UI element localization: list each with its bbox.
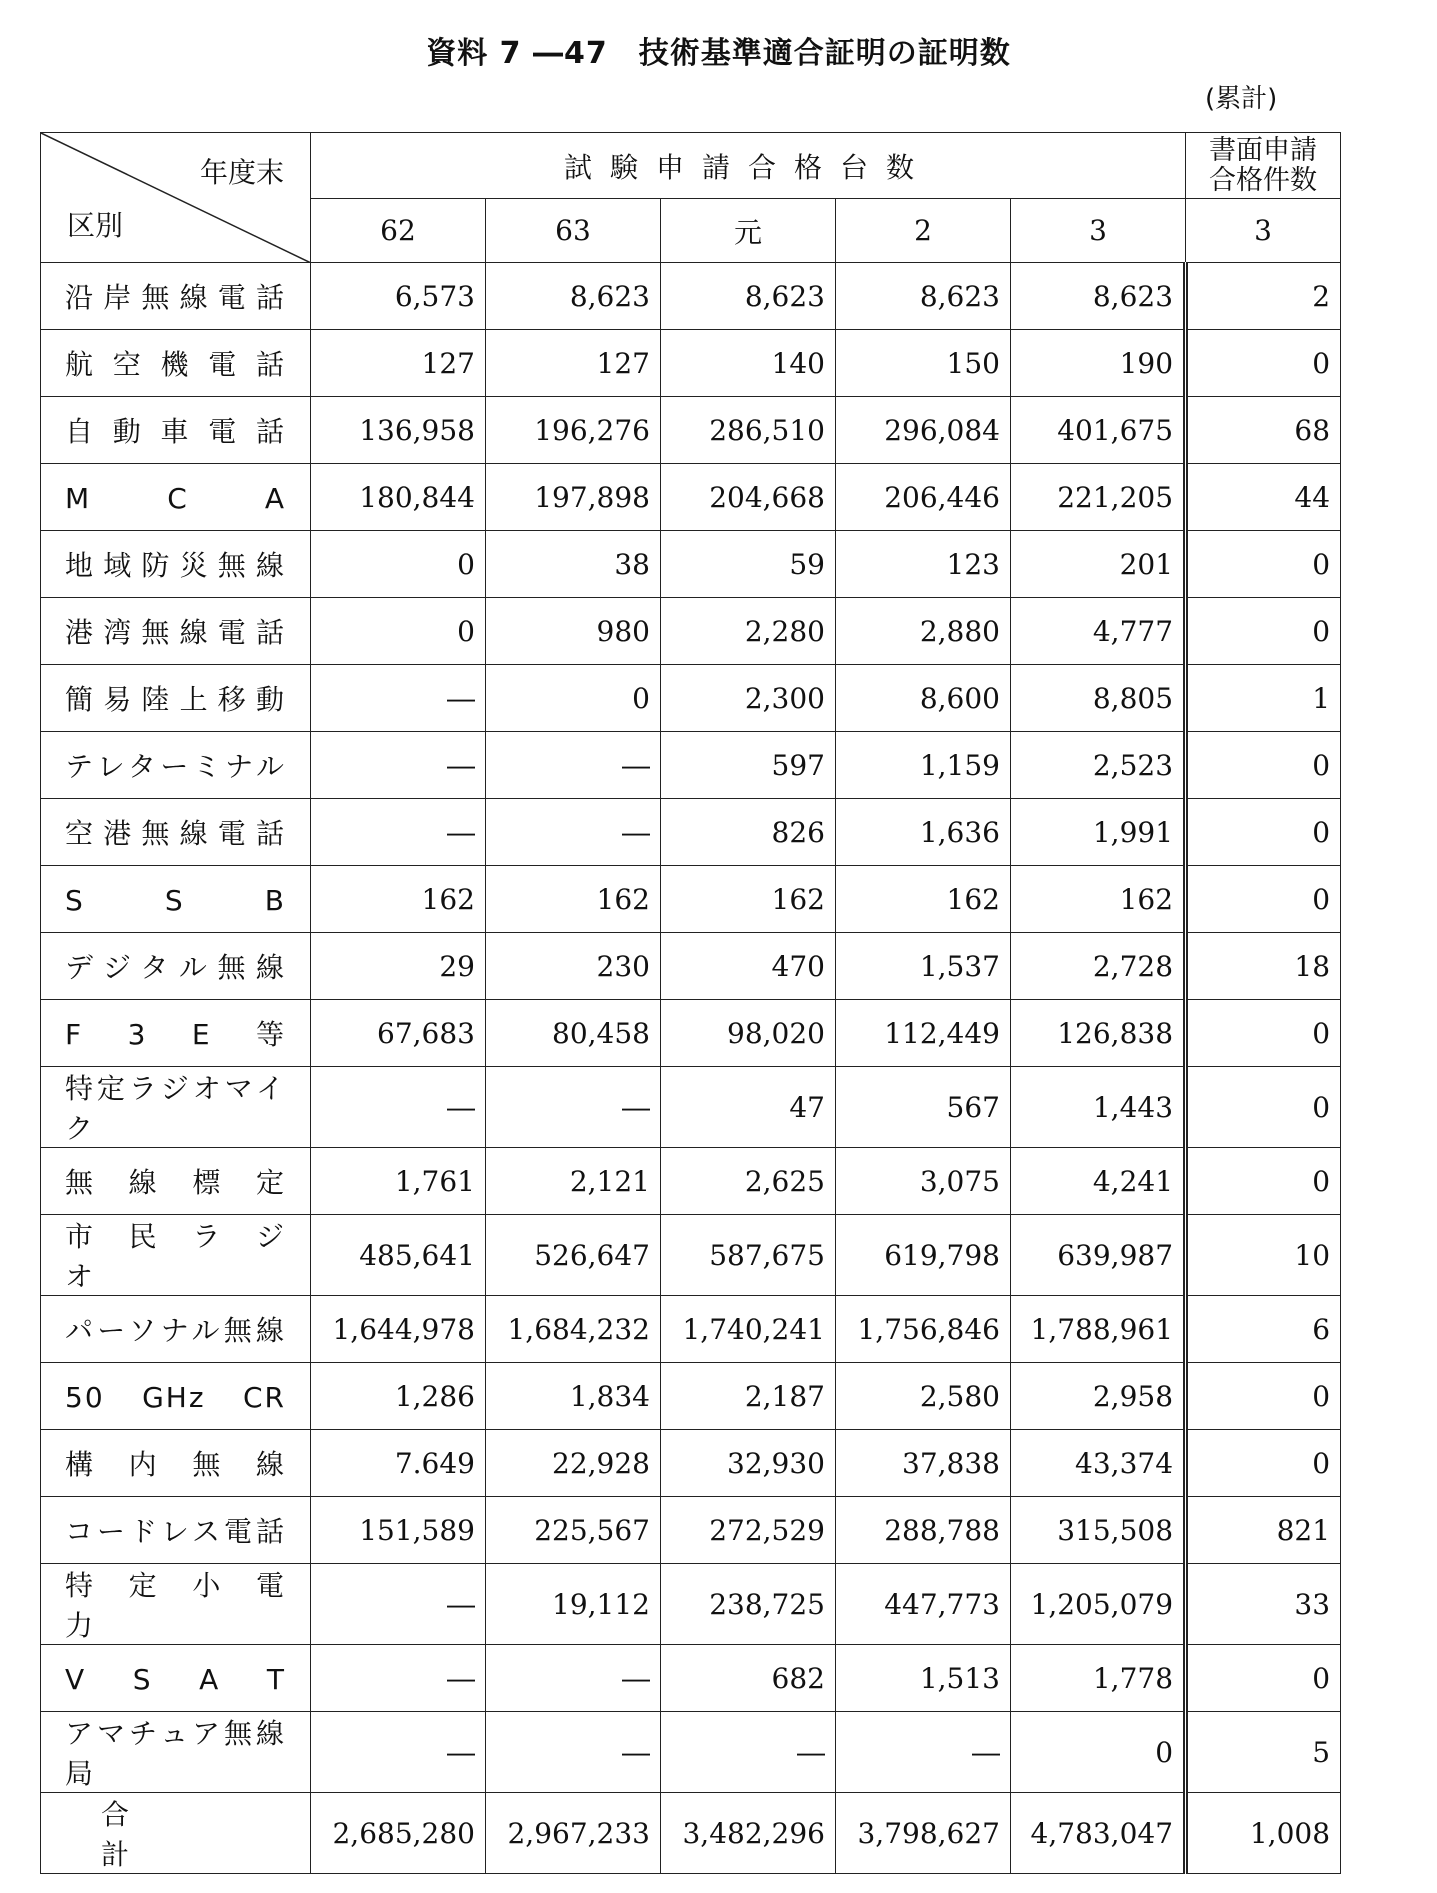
cell-value: 47 (661, 1067, 836, 1148)
row-label: 簡易陸上移動 (41, 665, 311, 732)
cell-value: 37,838 (836, 1430, 1011, 1497)
cell-value: 1,443 (1011, 1067, 1186, 1148)
cell-value: 140 (661, 330, 836, 397)
table-row (41, 1645, 1341, 1712)
cell-value: 59 (661, 531, 836, 598)
document-cell-value: 0 (1186, 1000, 1341, 1067)
unit-note: (累計) (1205, 84, 1278, 114)
table-row (41, 1712, 1341, 1793)
cell-value: 162 (661, 866, 836, 933)
table-row (41, 1296, 1341, 1363)
document-cell-value: 0 (1186, 531, 1341, 598)
document-cell-value: 33 (1186, 1564, 1341, 1645)
row-label: アマチュア無線局 (41, 1712, 311, 1793)
cell-value: 38 (486, 531, 661, 598)
row-label: M C A (41, 464, 311, 531)
table-row (41, 531, 1341, 598)
cell-value: 136,958 (311, 397, 486, 464)
cell-value: 2,728 (1011, 933, 1186, 1000)
cell-value: 619,798 (836, 1215, 1011, 1296)
table-row (41, 732, 1341, 799)
cell-value: 0 (311, 531, 486, 598)
cell-value: 180,844 (311, 464, 486, 531)
document-cell-value: 5 (1186, 1712, 1341, 1793)
document-cell-value: 0 (1186, 1148, 1341, 1215)
row-label: 特定ラジオマイク (41, 1067, 311, 1148)
cell-value: 2,300 (661, 665, 836, 732)
cell-value: 2,958 (1011, 1363, 1186, 1430)
cell-value: 2,880 (836, 598, 1011, 665)
year-header: 62 (311, 199, 486, 263)
cell-value: 682 (661, 1645, 836, 1712)
document-cell-value: 44 (1186, 464, 1341, 531)
document-cell-value: 68 (1186, 397, 1341, 464)
cell-value: 127 (311, 330, 486, 397)
table-row (41, 1430, 1341, 1497)
row-label: 自動車電話 (41, 397, 311, 464)
row-label: 航空機電話 (41, 330, 311, 397)
row-label: 港湾無線電話 (41, 598, 311, 665)
table-row (41, 464, 1341, 531)
cell-value: ― (311, 665, 486, 732)
cell-value: 1,636 (836, 799, 1011, 866)
document-cell-value: 0 (1186, 1363, 1341, 1430)
document-cell-value: 0 (1186, 1067, 1341, 1148)
cell-value: 2,187 (661, 1363, 836, 1430)
corner-top-label: 年度末 (199, 156, 284, 189)
cell-value: 567 (836, 1067, 1011, 1148)
document-cell-value: 0 (1186, 330, 1341, 397)
cell-value: 162 (1011, 866, 1186, 933)
cell-value: 126,838 (1011, 1000, 1186, 1067)
document-cell-value: 10 (1186, 1215, 1341, 1296)
cell-value: 225,567 (486, 1497, 661, 1564)
document-cell-value: 18 (1186, 933, 1341, 1000)
cell-value: 6,573 (311, 263, 486, 330)
certification-table (40, 132, 1341, 1874)
cell-value: 162 (836, 866, 1011, 933)
document-cell-value: 0 (1186, 732, 1341, 799)
year-header: 3 (1011, 199, 1186, 263)
cell-value: ― (311, 1645, 486, 1712)
cell-value: 8,600 (836, 665, 1011, 732)
row-label: 構 内 無 線 (41, 1430, 311, 1497)
cell-value: 197,898 (486, 464, 661, 531)
row-label: コードレス電話 (41, 1497, 311, 1564)
cell-value: 7.649 (311, 1430, 486, 1497)
header-row-top (41, 133, 1341, 199)
cell-value: 597 (661, 732, 836, 799)
total-document-value: 1,008 (1186, 1793, 1341, 1874)
table-row (41, 799, 1341, 866)
cell-value: 19,112 (486, 1564, 661, 1645)
cell-value: 196,276 (486, 397, 661, 464)
table-row (41, 665, 1341, 732)
row-label: 市 民 ラ ジ オ (41, 1215, 311, 1296)
year-header: 元 (661, 199, 836, 263)
cell-value: 288,788 (836, 1497, 1011, 1564)
cell-value: 8,623 (661, 263, 836, 330)
cell-value: 4,241 (1011, 1148, 1186, 1215)
cell-value: 112,449 (836, 1000, 1011, 1067)
cell-value: 8,623 (486, 263, 661, 330)
total-row (41, 1793, 1341, 1874)
cell-value: 80,458 (486, 1000, 661, 1067)
document-cell-value: 0 (1186, 598, 1341, 665)
table-row (41, 1067, 1341, 1148)
cell-value: 1,684,232 (486, 1296, 661, 1363)
cell-value: 1,205,079 (1011, 1564, 1186, 1645)
cell-value: 286,510 (661, 397, 836, 464)
row-label: S S B (41, 866, 311, 933)
cell-value: 201 (1011, 531, 1186, 598)
cell-value: 127 (486, 330, 661, 397)
cell-value: 8,805 (1011, 665, 1186, 732)
cell-value: 162 (311, 866, 486, 933)
cell-value: 1,537 (836, 933, 1011, 1000)
row-label: 空港無線電話 (41, 799, 311, 866)
cell-value: 1,834 (486, 1363, 661, 1430)
cell-value: 206,446 (836, 464, 1011, 531)
cell-value: 2,580 (836, 1363, 1011, 1430)
table-row (41, 933, 1341, 1000)
table-row (41, 1363, 1341, 1430)
cell-value: 29 (311, 933, 486, 1000)
cell-value: 98,020 (661, 1000, 836, 1067)
cell-value: 43,374 (1011, 1430, 1186, 1497)
cell-value: ― (311, 1712, 486, 1793)
document-cell-value: 0 (1186, 1645, 1341, 1712)
row-label: テレターミナル (41, 732, 311, 799)
document-pass-header (1186, 133, 1341, 199)
cell-value: 150 (836, 330, 1011, 397)
cell-value: ― (311, 1067, 486, 1148)
cell-value: 1,788,961 (1011, 1296, 1186, 1363)
row-label: デジタル無線 (41, 933, 311, 1000)
cell-value: 470 (661, 933, 836, 1000)
row-label: 無 線 標 定 (41, 1148, 311, 1215)
cell-value: 22,928 (486, 1430, 661, 1497)
table-body (41, 263, 1341, 1874)
document-pass-header-line2: 合格件数 (1209, 164, 1318, 196)
cell-value: 1,756,846 (836, 1296, 1011, 1363)
document-cell-value: 1 (1186, 665, 1341, 732)
cell-value: 296,084 (836, 397, 1011, 464)
table-row (41, 397, 1341, 464)
row-label: 50 GHz CR (41, 1363, 311, 1430)
cell-value: ― (486, 799, 661, 866)
cell-value: 2,523 (1011, 732, 1186, 799)
table-row (41, 1148, 1341, 1215)
cell-value: 1,991 (1011, 799, 1186, 866)
year-header: 2 (836, 199, 1011, 263)
cell-value: 230 (486, 933, 661, 1000)
cell-value: 447,773 (836, 1564, 1011, 1645)
cell-value: 272,529 (661, 1497, 836, 1564)
cell-value: 2,280 (661, 598, 836, 665)
cell-value: 1,761 (311, 1148, 486, 1215)
cell-value: 4,777 (1011, 598, 1186, 665)
cell-value: 1,644,978 (311, 1296, 486, 1363)
table-row (41, 1564, 1341, 1645)
cell-value: 485,641 (311, 1215, 486, 1296)
cell-value: 980 (486, 598, 661, 665)
cell-value: ― (836, 1712, 1011, 1793)
cell-value: 204,668 (661, 464, 836, 531)
cell-value: 0 (1011, 1712, 1186, 1793)
row-label: パーソナル無線 (41, 1296, 311, 1363)
cell-value: 221,205 (1011, 464, 1186, 531)
cell-value: 0 (311, 598, 486, 665)
page-title: 資料 7 ―47 技術基準適合証明の証明数 (426, 36, 1011, 71)
header-corner-cell (41, 133, 311, 263)
cell-value: 8,623 (836, 263, 1011, 330)
document-cell-value: 0 (1186, 799, 1341, 866)
row-label: 地域防災無線 (41, 531, 311, 598)
document-cell-value: 0 (1186, 1430, 1341, 1497)
cell-value: ― (311, 799, 486, 866)
table-row (41, 330, 1341, 397)
cell-value: 238,725 (661, 1564, 836, 1645)
document-pass-header-line1: 書面申請 (1209, 134, 1318, 166)
data-table-wrapper (40, 132, 1340, 1871)
cell-value: 315,508 (1011, 1497, 1186, 1564)
row-label: V S A T (41, 1645, 311, 1712)
total-value: 3,482,296 (661, 1793, 836, 1874)
document-cell-value: 821 (1186, 1497, 1341, 1564)
cell-value: 401,675 (1011, 397, 1186, 464)
total-value: 4,783,047 (1011, 1793, 1186, 1874)
cell-value: 162 (486, 866, 661, 933)
table-row (41, 866, 1341, 933)
table-row (41, 1000, 1341, 1067)
cell-value: 3,075 (836, 1148, 1011, 1215)
cell-value: ― (311, 732, 486, 799)
table-row (41, 1497, 1341, 1564)
row-label: 特 定 小 電 力 (41, 1564, 311, 1645)
cell-value: 190 (1011, 330, 1186, 397)
cell-value: 1,286 (311, 1363, 486, 1430)
cell-value: 123 (836, 531, 1011, 598)
total-value: 2,967,233 (486, 1793, 661, 1874)
cell-value: 1,513 (836, 1645, 1011, 1712)
total-value: 3,798,627 (836, 1793, 1011, 1874)
cell-value: 526,647 (486, 1215, 661, 1296)
exam-pass-header: 試験申請合格台数 (311, 133, 1186, 199)
cell-value: ― (486, 1712, 661, 1793)
corner-bottom-label: 区別 (67, 209, 124, 242)
cell-value: 8,623 (1011, 263, 1186, 330)
table-row (41, 598, 1341, 665)
document-year-header: 3 (1186, 199, 1341, 263)
document-cell-value: 2 (1186, 263, 1341, 330)
cell-value: 1,740,241 (661, 1296, 836, 1363)
document-cell-value: 6 (1186, 1296, 1341, 1363)
row-label: F 3 E 等 (41, 1000, 311, 1067)
cell-value: 826 (661, 799, 836, 866)
cell-value: 2,121 (486, 1148, 661, 1215)
cell-value: 32,930 (661, 1430, 836, 1497)
cell-value: 151,589 (311, 1497, 486, 1564)
cell-value: 1,778 (1011, 1645, 1186, 1712)
cell-value: 1,159 (836, 732, 1011, 799)
cell-value: 2,625 (661, 1148, 836, 1215)
cell-value: ― (311, 1564, 486, 1645)
cell-value: 0 (486, 665, 661, 732)
cell-value: ― (486, 1645, 661, 1712)
cell-value: 639,987 (1011, 1215, 1186, 1296)
cell-value: 587,675 (661, 1215, 836, 1296)
cell-value: ― (661, 1712, 836, 1793)
document-cell-value: 0 (1186, 866, 1341, 933)
cell-value: 67,683 (311, 1000, 486, 1067)
year-header: 63 (486, 199, 661, 263)
total-value: 2,685,280 (311, 1793, 486, 1874)
table-row (41, 1215, 1341, 1296)
row-label: 沿岸無線電話 (41, 263, 311, 330)
table-row (41, 263, 1341, 330)
total-label: 合 計 (41, 1793, 311, 1874)
cell-value: ― (486, 1067, 661, 1148)
cell-value: ― (486, 732, 661, 799)
